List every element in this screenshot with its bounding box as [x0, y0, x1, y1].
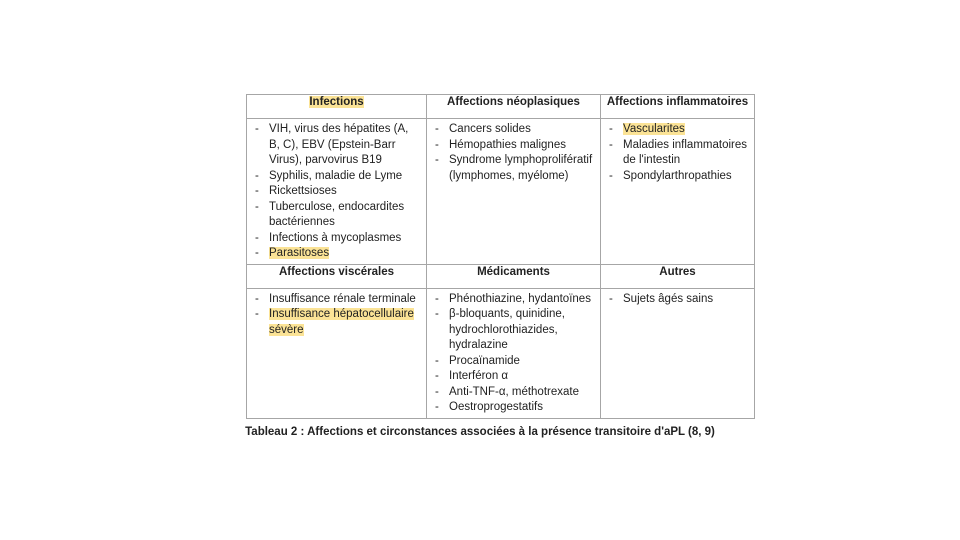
list-item: - Procaïnamide — [431, 354, 596, 370]
list-item: - β-bloquants, quinidine, hydrochlorothiazides, hydralazine — [431, 307, 596, 354]
list-item: - Interféron α — [431, 369, 596, 385]
list-item: - Rickettsioses — [251, 184, 422, 200]
cell-infections — [247, 119, 427, 265]
cell-autres — [601, 288, 755, 418]
table-caption: Tableau 2 : Affections et circonstances associées à la présence transitoire d'aPL (8, 9) — [245, 426, 715, 438]
list-item: - Oestroprogestatifs — [431, 400, 596, 416]
header-neoplasiques: Affections néoplasiques — [427, 95, 601, 119]
list-item: - Infections à mycoplasmes — [251, 231, 422, 247]
cell-viscerales — [247, 288, 427, 418]
cell-medicaments — [427, 288, 601, 418]
cell-inflammatoires — [601, 119, 755, 265]
header-row-bottom — [247, 264, 755, 288]
list-item: - Syndrome lymphoprolifératif (lymphomes, myélome) — [431, 153, 596, 184]
list-item: - Cancers solides — [431, 122, 596, 138]
associations-table — [246, 94, 755, 419]
list-item: - Parasitoses — [251, 246, 422, 262]
list-item: - Tuberculose, endocardites bactériennes — [251, 200, 422, 231]
list-item: - Insuffisance hépatocellulaire sévère — [251, 307, 422, 338]
header-row-top — [247, 95, 755, 119]
list-item: - Vascularites — [605, 122, 750, 138]
content-row-top — [247, 119, 755, 265]
list-item: - VIH, virus des hépatites (A, B, C), EBV (Epstein-Barr Virus), parvovirus B19 — [251, 122, 422, 169]
list-item: - Spondylarthropathies — [605, 169, 750, 185]
list-item: - Maladies inflammatoires de l'intestin — [605, 138, 750, 169]
content-row-bottom — [247, 288, 755, 418]
list-item: - Anti-TNF-α, méthotrexate — [431, 385, 596, 401]
list-item: - Sujets âgés sains — [605, 292, 750, 308]
header-infections: Infections — [247, 95, 427, 119]
list-item: - Syphilis, maladie de Lyme — [251, 169, 422, 185]
list-item: - Phénothiazine, hydantoïnes — [431, 292, 596, 308]
header-medicaments: Médicaments — [427, 264, 601, 288]
header-autres: Autres — [601, 264, 755, 288]
header-viscerales: Affections viscérales — [247, 264, 427, 288]
cell-neoplasiques — [427, 119, 601, 265]
header-inflammatoires: Affections inflammatoires — [601, 95, 755, 119]
list-item: - Hémopathies malignes — [431, 138, 596, 154]
list-item: - Insuffisance rénale terminale — [251, 292, 422, 308]
